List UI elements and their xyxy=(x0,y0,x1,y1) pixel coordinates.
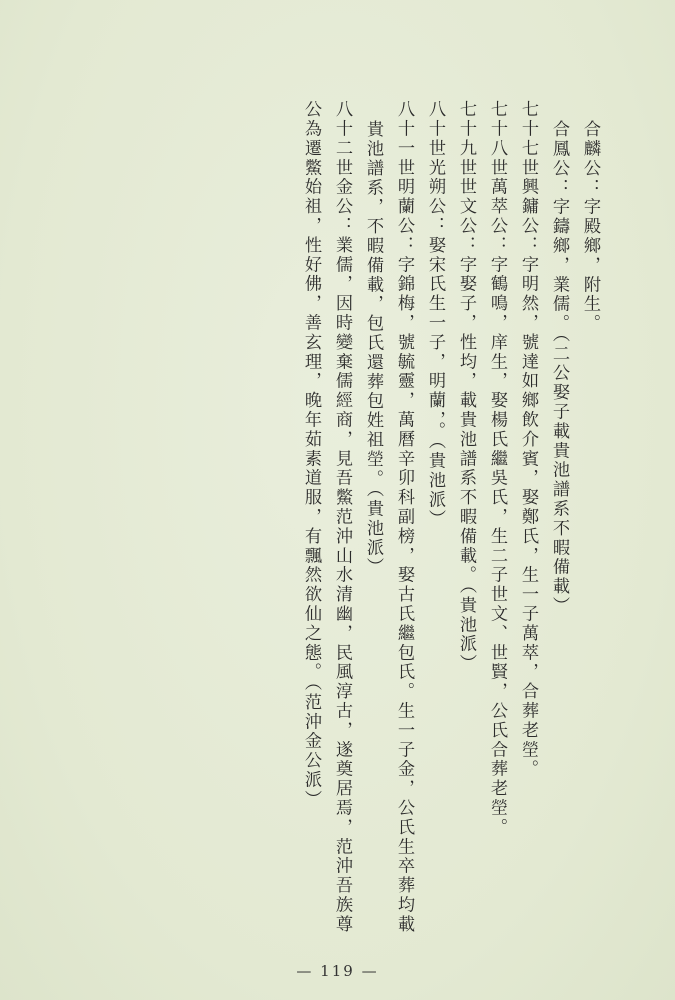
page-number: — 119 — xyxy=(296,962,379,980)
text-column-1: 合麟公：字殿鄉，附生。 xyxy=(580,120,600,334)
text-column-5: 七十九世世文公：字娶子，性均，載貴池譜系不暇備載。（貴池派） xyxy=(456,100,476,674)
text-column-3: 七十七世興鏞公：字明然，號達如鄉飲介賓，娶鄭氏，生一子萬萃，合葬老塋。 xyxy=(518,100,538,779)
text-column-4: 七十八世萬萃公：字鶴鳴，庠生，娶楊氏繼吳氏，生二子世文、世賢，公氏合葬老塋。 xyxy=(487,100,507,838)
vertical-text-block xyxy=(295,100,605,940)
text-column-2: 合鳳公：字鑄鄉，業儒。（二公娶子載貴池譜系不暇備載） xyxy=(549,120,569,616)
text-column-8: 貴池譜系，不暇備載，包氏還葬包姓祖塋。（貴池派） xyxy=(363,120,383,577)
text-column-10: 公為遷鱉始祖，性好佛，善玄理，晚年茹素道服，有飄然欲仙之態。（范沖金公派） xyxy=(301,100,321,810)
text-column-6: 八十世光朔公：娶宋氏生一子，明蘭，。（貴池派） xyxy=(425,100,445,529)
text-column-9: 八十二世金公：業儒，因時變棄儒經商，見吾鱉范沖山水清幽，民風淳古，遂奠居焉，范沖吾族尊 xyxy=(332,100,352,935)
text-column-7: 八十一世明蘭公：字錦梅，號毓靈，萬曆辛卯科副榜，娶古氏繼包氏。生一子金，公氏生卒葬均載 xyxy=(394,100,414,935)
